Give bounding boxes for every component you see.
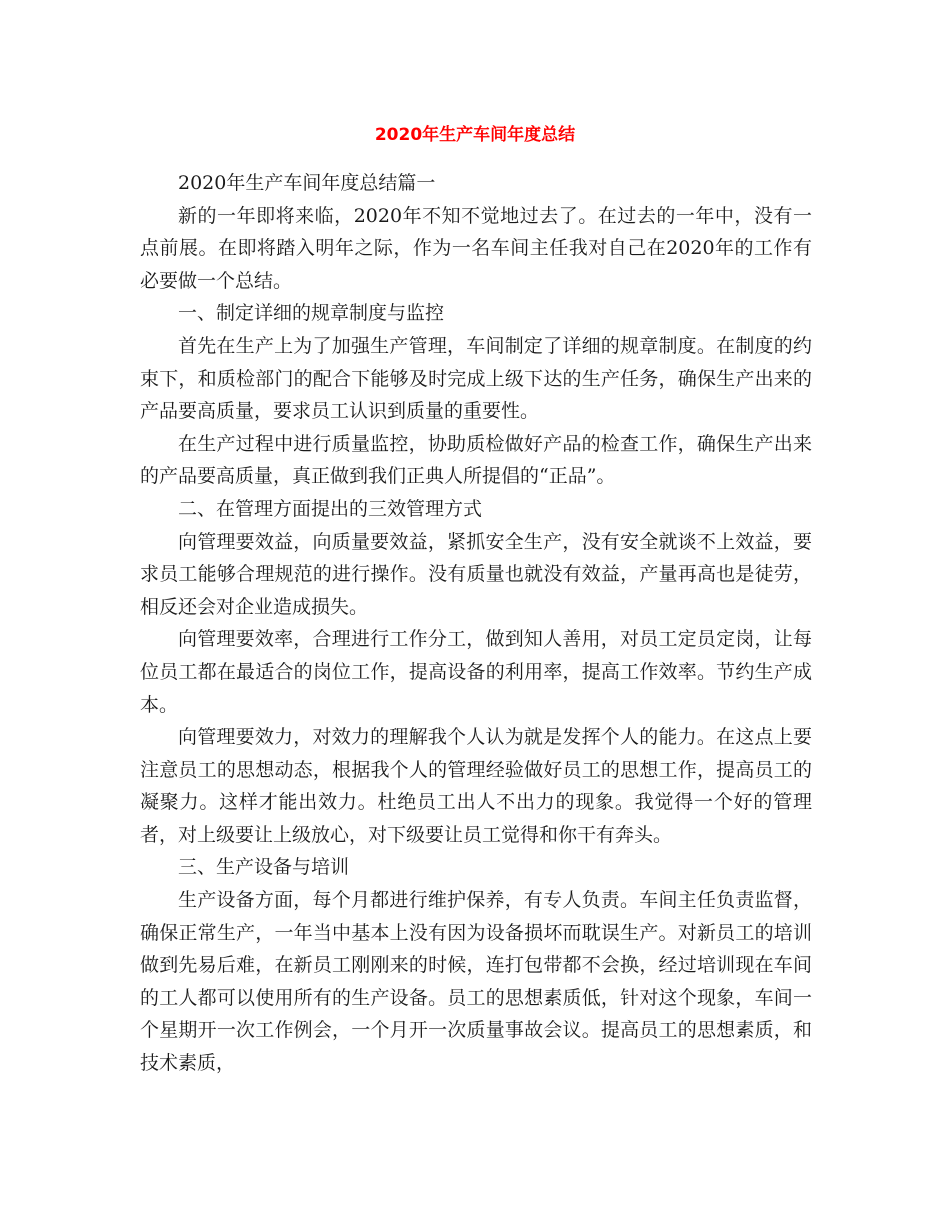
paragraph: 向管理要效益，向质量要效益，紧抓安全生产，没有安全就谈不上效益，要求员工能够合理规范的进行操作。没有质量也就没有效益，产量再高也是徒劳，相反还会对企业造成损失。 <box>140 530 812 618</box>
paragraph: 向管理要效力，对效力的理解我个人认为就是发挥个人的能力。在这点上要注意员工的思想动态，根据我个人的管理经验做好员工的思想工作，提高员工的凝聚力。这样才能出效力。杜绝员工出人不出力的现象。我觉得一个好的管理者，对上级要让上级放心，对下级要让员工觉得和你干有奔头。 <box>140 726 812 846</box>
paragraph: 向管理要效率，合理进行工作分工，做到知人善用，对员工定员定岗，让每位员工都在最适合的岗位工作，提高设备的利用率，提高工作效率。节约生产成本。 <box>140 628 812 716</box>
section-heading-3: 三、生产设备与培训 <box>178 856 350 879</box>
paragraph-intro: 新的一年即将来临，2020年不知不觉地过去了。在过去的一年中，没有一点前展。在即将踏入明年之际，作为一名车间主任我对自己在2020年的工作有必要做一个总结。 <box>140 204 812 292</box>
document-body <box>140 167 812 1080</box>
document-title: 2020年生产车间年度总结 <box>374 125 576 145</box>
section-heading-1: 一、制定详细的规章制度与监控 <box>178 302 445 325</box>
paragraph: 首先在生产上为了加强生产管理，车间制定了详细的规章制度。在制度的约束下，和质检部门的配合下能够及时完成上级下达的生产任务，确保生产出来的产品要高质量，要求员工认识到质量的重要性。 <box>140 334 812 423</box>
paragraph: 生产设备方面，每个月都进行维护保养，有专人负责。车间主任负责监督，确保正常生产，一年当中基本上没有因为设备损坏而耽误生产。对新员工的培训做到先易后难，在新员工刚刚来的时候，连打包带都不会换，经过培训现在车间的工人都可以使用所有的生产设备。员工的思想素质低，针对这个现象，车间一个星期开一次工作例会，一个月开一次质量事故会议。提高员工的思想素质，和技术素质， <box>140 889 812 1075</box>
paragraph: 在生产过程中进行质量监控，协助质检做好产品的检查工作，确保生产出来的产品要高质量，真正做到我们正典人所提倡的“正品”。 <box>140 432 812 488</box>
section-subtitle: 2020年生产车间年度总结篇一 <box>178 172 436 194</box>
section-heading-2: 二、在管理方面提出的三效管理方式 <box>178 497 483 520</box>
